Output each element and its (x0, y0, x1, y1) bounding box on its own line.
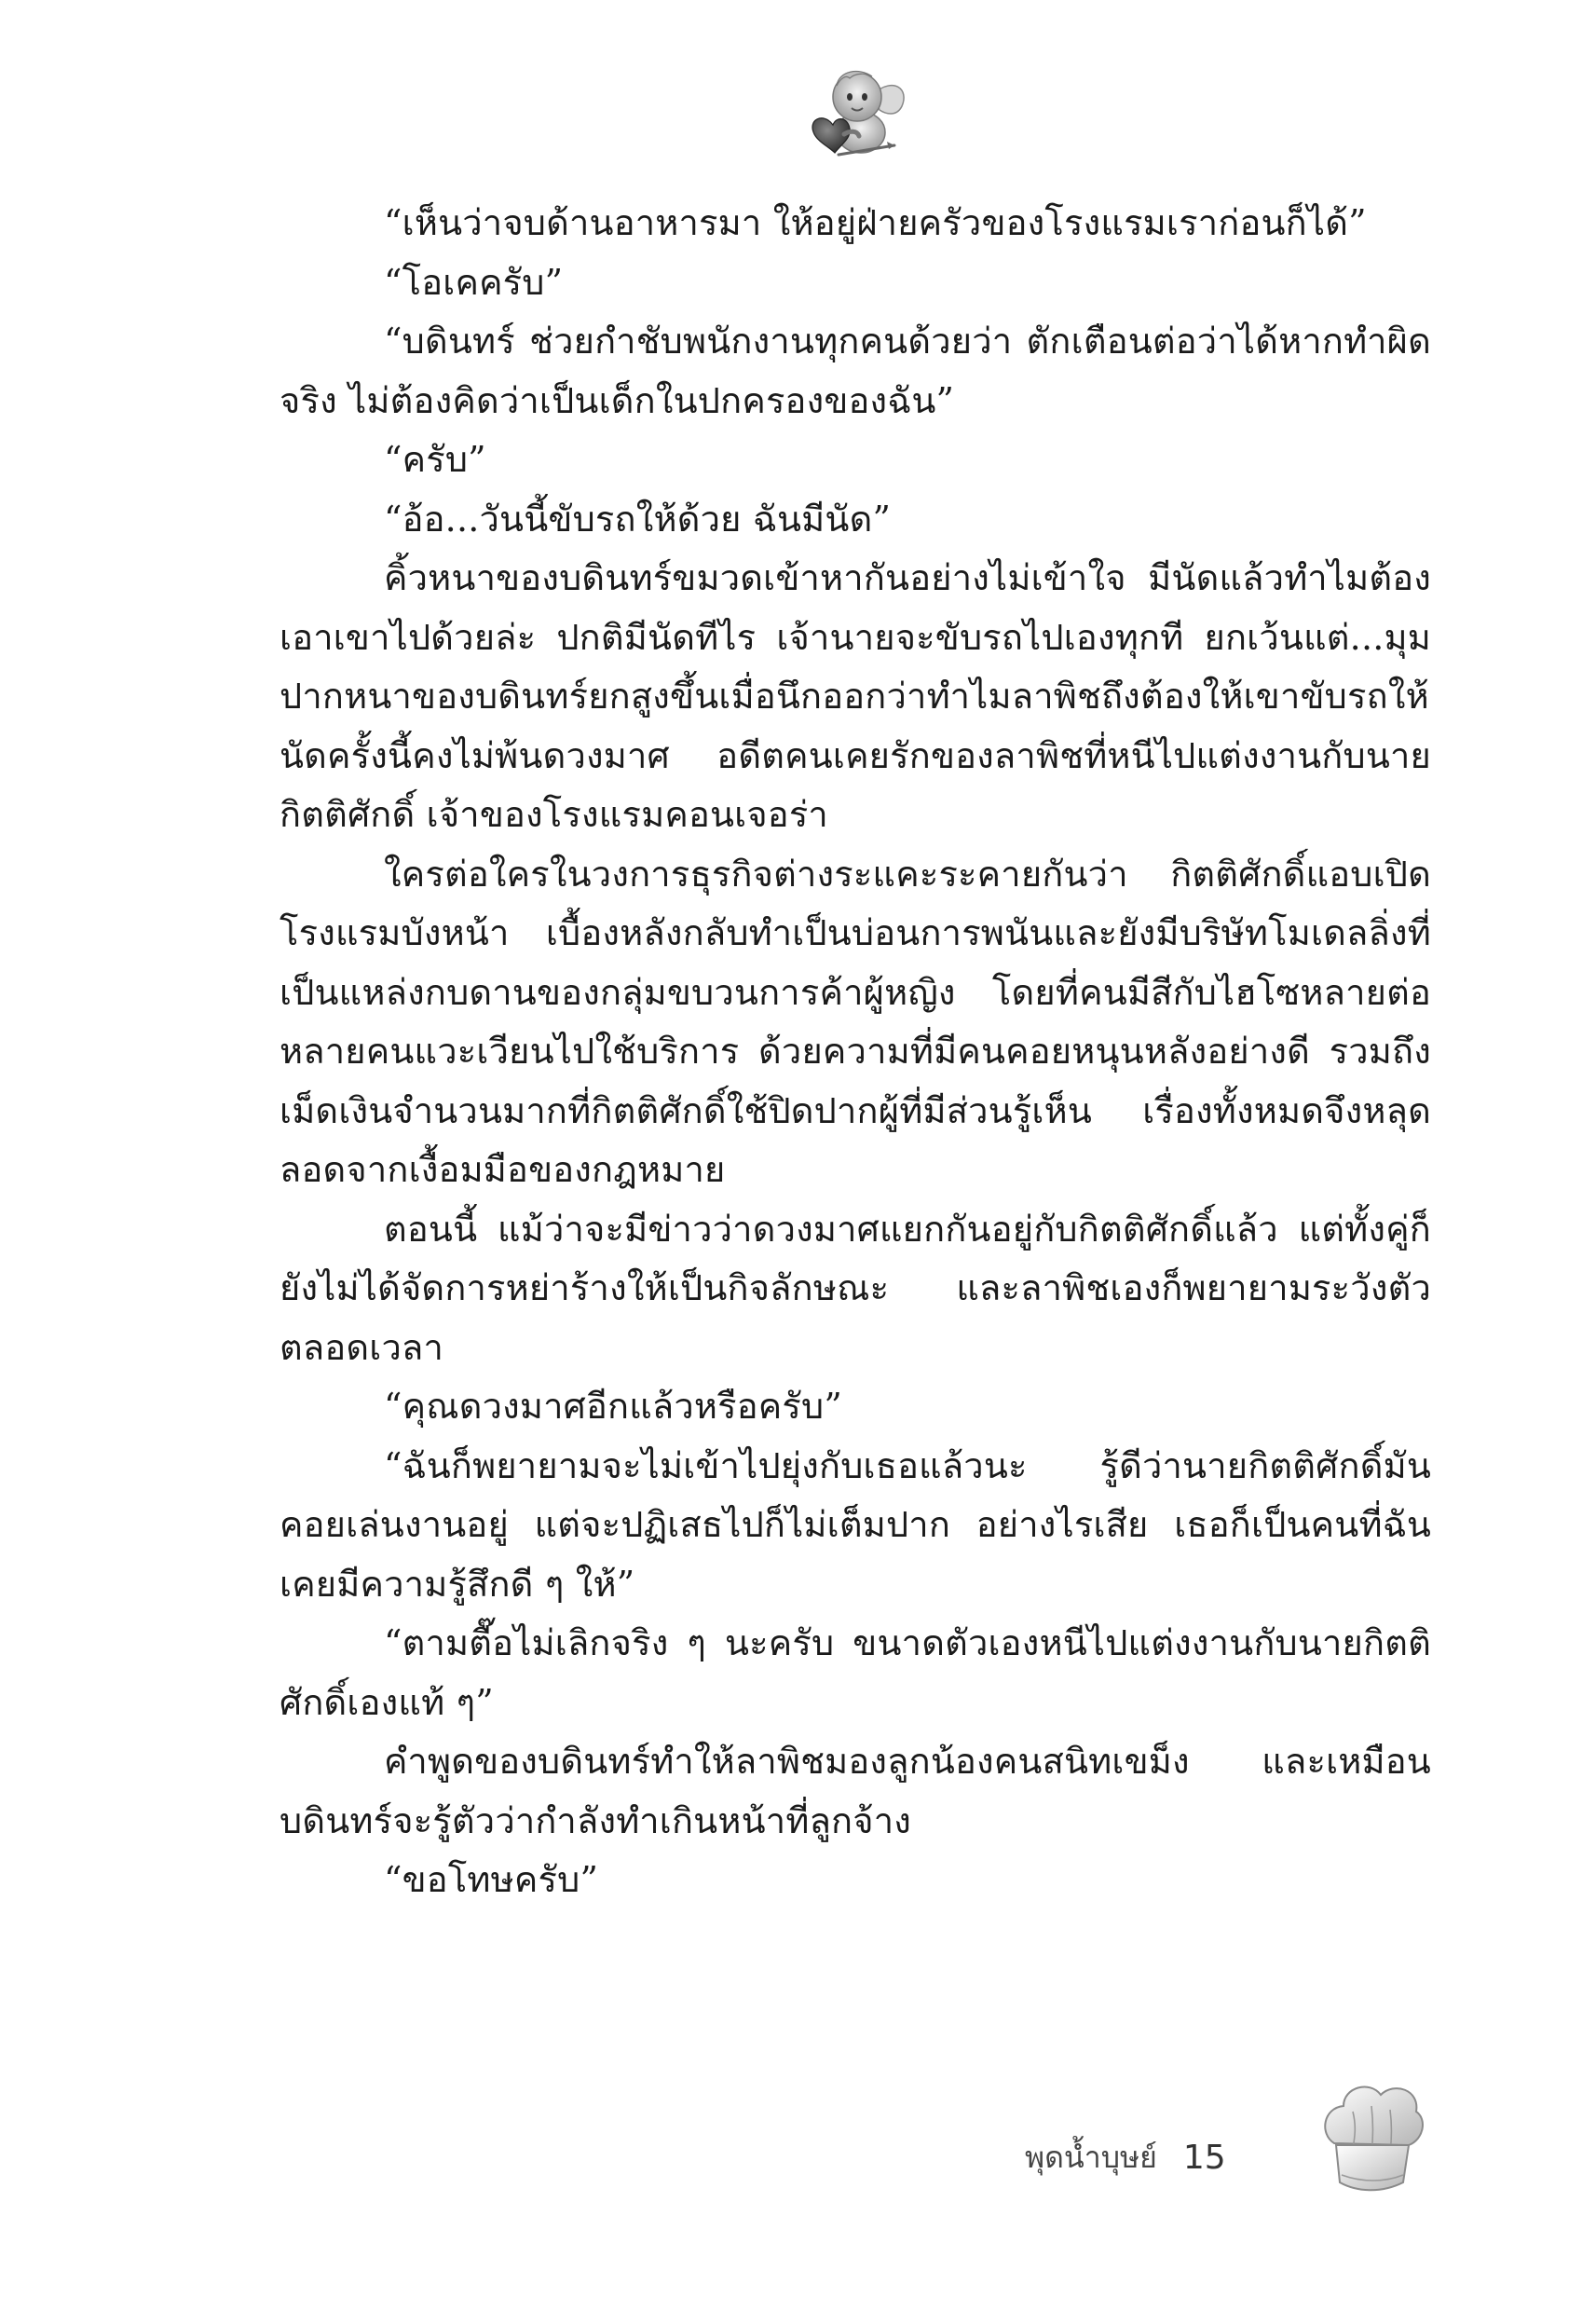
paragraph: “โอเคครับ” (384, 261, 564, 303)
paragraph: คำพูดของบดินทร์ทำให้ลาพิชมองลูกน้องคนสนิทเขม็ง และเหมือนบดินทร์จะรู้ตัวว่ากำลังทำเกินหน้าที่ลูกจ้าง (280, 1741, 1431, 1841)
paragraph: “อ้อ...วันนี้ขับรถให้ด้วย ฉันมีนัด” (384, 498, 892, 540)
page-footer (1025, 2129, 1226, 2185)
paragraph: ใครต่อใครในวงการธุรกิจต่างระแคะระคายกันว่า กิตติศักดิ์แอบเปิดโรงแรมบังหน้า เบื้องหลังกลับทำเป็นบ่อนการพนันและยังมีบริษัทโมเดลลิ่งที่เป็นแหล่งกบดานของกลุ่มขบวนการค้าผู้หญิง โดยที่คนมีสีกับไฮโซหลายต่อหลายคนแวะเวียนไปใช้บริการ ด้วยความที่มีคนคอยหนุนหลังอย่างดี รวมถึงเม็ดเงินจำนวนมากที่กิตติศักดิ์ใช้ปิดปากผู้ที่มีส่วนรู้เห็น เรื่องทั้งหมดจึงหลุดลอดจากเงื้อมมือของกฎหมาย (280, 853, 1431, 1190)
paragraph: “เห็นว่าจบด้านอาหารมา ให้อยู่ฝ่ายครัวของโรงแรมเราก่อนก็ได้” (384, 202, 1367, 243)
paragraph: “ตามตื๊อไม่เลิกจริง ๆ นะครับ ขนาดตัวเองหนีไปแต่งงานกับนายกิตติศักดิ์เองแท้ ๆ” (280, 1622, 1431, 1723)
paragraph: “บดินทร์ ช่วยกำชับพนักงานทุกคนด้วยว่า ตักเตือนต่อว่าได้หากทำผิดจริง ไม่ต้องคิดว่าเป็นเด็กในปกครองของฉัน” (280, 321, 1431, 421)
paragraph: “ฉันก็พยายามจะไม่เข้าไปยุ่งกับเธอแล้วนะ รู้ดีว่านายกิตติศักดิ์มันคอยเล่นงานอยู่ แต่จะปฏิเสธไปก็ไม่เต็มปาก อย่างไรเสีย เธอก็เป็นคนที่ฉันเคยมีความรู้สึกดี ๆ ให้” (280, 1444, 1431, 1605)
paragraph: “ขอโทษครับ” (384, 1859, 599, 1900)
paragraph: “คุณดวงมาศอีกแล้วหรือครับ” (384, 1386, 842, 1427)
cupid-icon (801, 56, 913, 168)
page-number: 15 (1182, 2138, 1226, 2177)
paragraph: “ครับ” (384, 439, 486, 480)
book-title: พุดน้ำบุษย์ (1025, 2139, 1157, 2175)
paragraph: คิ้วหนาของบดินทร์ขมวดเข้าหากันอย่างไม่เข้าใจ มีนัดแล้วทำไมต้องเอาเขาไปด้วยล่ะ ปกติมีนัดทีไร เจ้านายจะขับรถไปเองทุกที ยกเว้นแต่...มุมปากหนาของบดินทร์ยกสูงขึ้นเมื่อนึกออกว่าทำไมลาพิชถึงต้องให้เขาขับรถให้ นัดครั้งนี้คงไม่พ้นดวงมาศ อดีตคนเคยรักของลาพิชที่หนีไปแต่งงานกับนายกิตติศักดิ์ เจ้าของโรงแรมคอนเจอร่า (280, 557, 1431, 835)
body-text (280, 194, 1431, 1910)
paragraph: ตอนนี้ แม้ว่าจะมีข่าวว่าดวงมาศแยกกันอยู่กับกิตติศักดิ์แล้ว แต่ทั้งคู่ก็ยังไม่ได้จัดการหย่าร้างให้เป็นกิจลักษณะ และลาพิชเองก็พยายามระวังตัวตลอดเวลา (280, 1208, 1431, 1368)
chef-hat-icon (1316, 2078, 1427, 2208)
